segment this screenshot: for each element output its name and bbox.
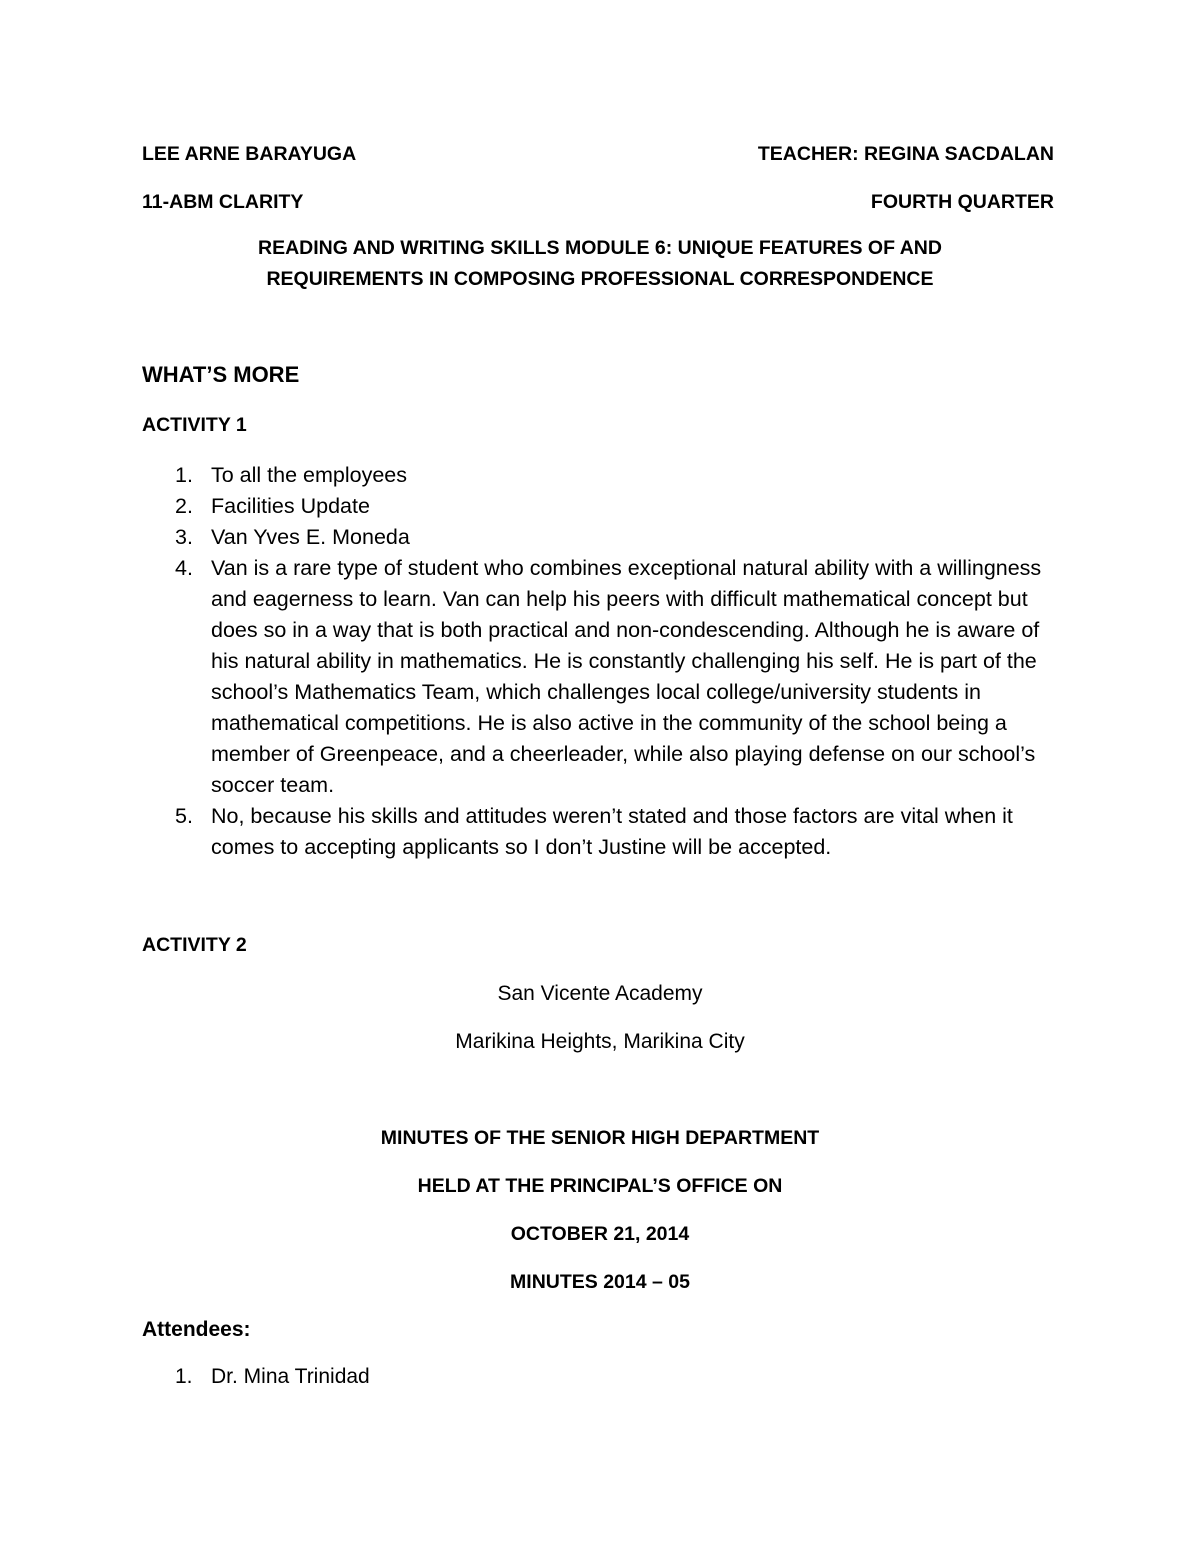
quarter-label: FOURTH QUARTER — [870, 191, 1054, 213]
attendee-number: 1. — [175, 1365, 193, 1388]
attendee-name: Dr. Mina Trinidad — [211, 1365, 370, 1388]
answer-number: 5. — [175, 804, 193, 828]
class-section: 11-ABM CLARITY — [142, 191, 304, 213]
minutes-title: MINUTES OF THE SENIOR HIGH DEPARTMENT — [380, 1127, 820, 1149]
meeting-date: OCTOBER 21, 2014 — [510, 1223, 690, 1245]
answer-text: No, because his skills and attitudes weren’t stated and those factors are vital when it comes to accepting applicants so I don’t Justine will be accepted. — [211, 804, 1013, 859]
minutes-number: MINUTES 2014 – 05 — [510, 1271, 690, 1293]
meeting-location: HELD AT THE PRINCIPAL’S OFFICE ON — [417, 1175, 783, 1197]
teacher-name: TEACHER: REGINA SACDALAN — [757, 143, 1054, 165]
school-address: Marikina Heights, Marikina City — [455, 1030, 745, 1053]
document-title — [100, 233, 1100, 295]
answer-item — [142, 460, 1072, 491]
answer-number: 1. — [175, 463, 193, 487]
title-line-2: REQUIREMENTS IN COMPOSING PROFESSIONAL CORRESPONDENCE — [266, 268, 934, 290]
answer-text: Van is a rare type of student who combines exceptional natural ability with a willingness and eagerness to learn. Van can help his peers with difficult mathematical concept but does so in a way that is both practical and non-condescending. Although he is aware of his natural ability in mathematics. He is constantly challenging his self. He is part of the school’s Mathematics Team, which challenges local college/university students in mathematical competitions. He is also active in the community of the school being a member of Greenpeace, and a cheerleader, while also playing defense on our school’s soccer team. — [211, 556, 1042, 797]
attendees-label: Attendees: — [142, 1318, 251, 1341]
answer-item — [142, 522, 1072, 553]
answer-text: To all the employees — [211, 463, 407, 487]
answer-number: 2. — [175, 494, 193, 518]
answer-item — [142, 553, 1072, 801]
answer-number: 4. — [175, 556, 193, 580]
title-line-1: READING AND WRITING SKILLS MODULE 6: UNIQUE FEATURES OF AND — [258, 237, 942, 259]
school-name: San Vicente Academy — [497, 982, 703, 1005]
activity-1-heading: ACTIVITY 1 — [142, 414, 247, 436]
answer-item — [142, 801, 1072, 863]
answer-text: Van Yves E. Moneda — [211, 525, 410, 549]
activity-1-answers — [142, 460, 1072, 863]
answer-item — [142, 491, 1072, 522]
answer-text: Facilities Update — [211, 494, 370, 518]
student-name: LEE ARNE BARAYUGA — [142, 143, 357, 165]
whats-more-heading: WHAT’S MORE — [142, 362, 300, 387]
answer-number: 3. — [175, 525, 193, 549]
activity-2-heading: ACTIVITY 2 — [142, 934, 247, 956]
